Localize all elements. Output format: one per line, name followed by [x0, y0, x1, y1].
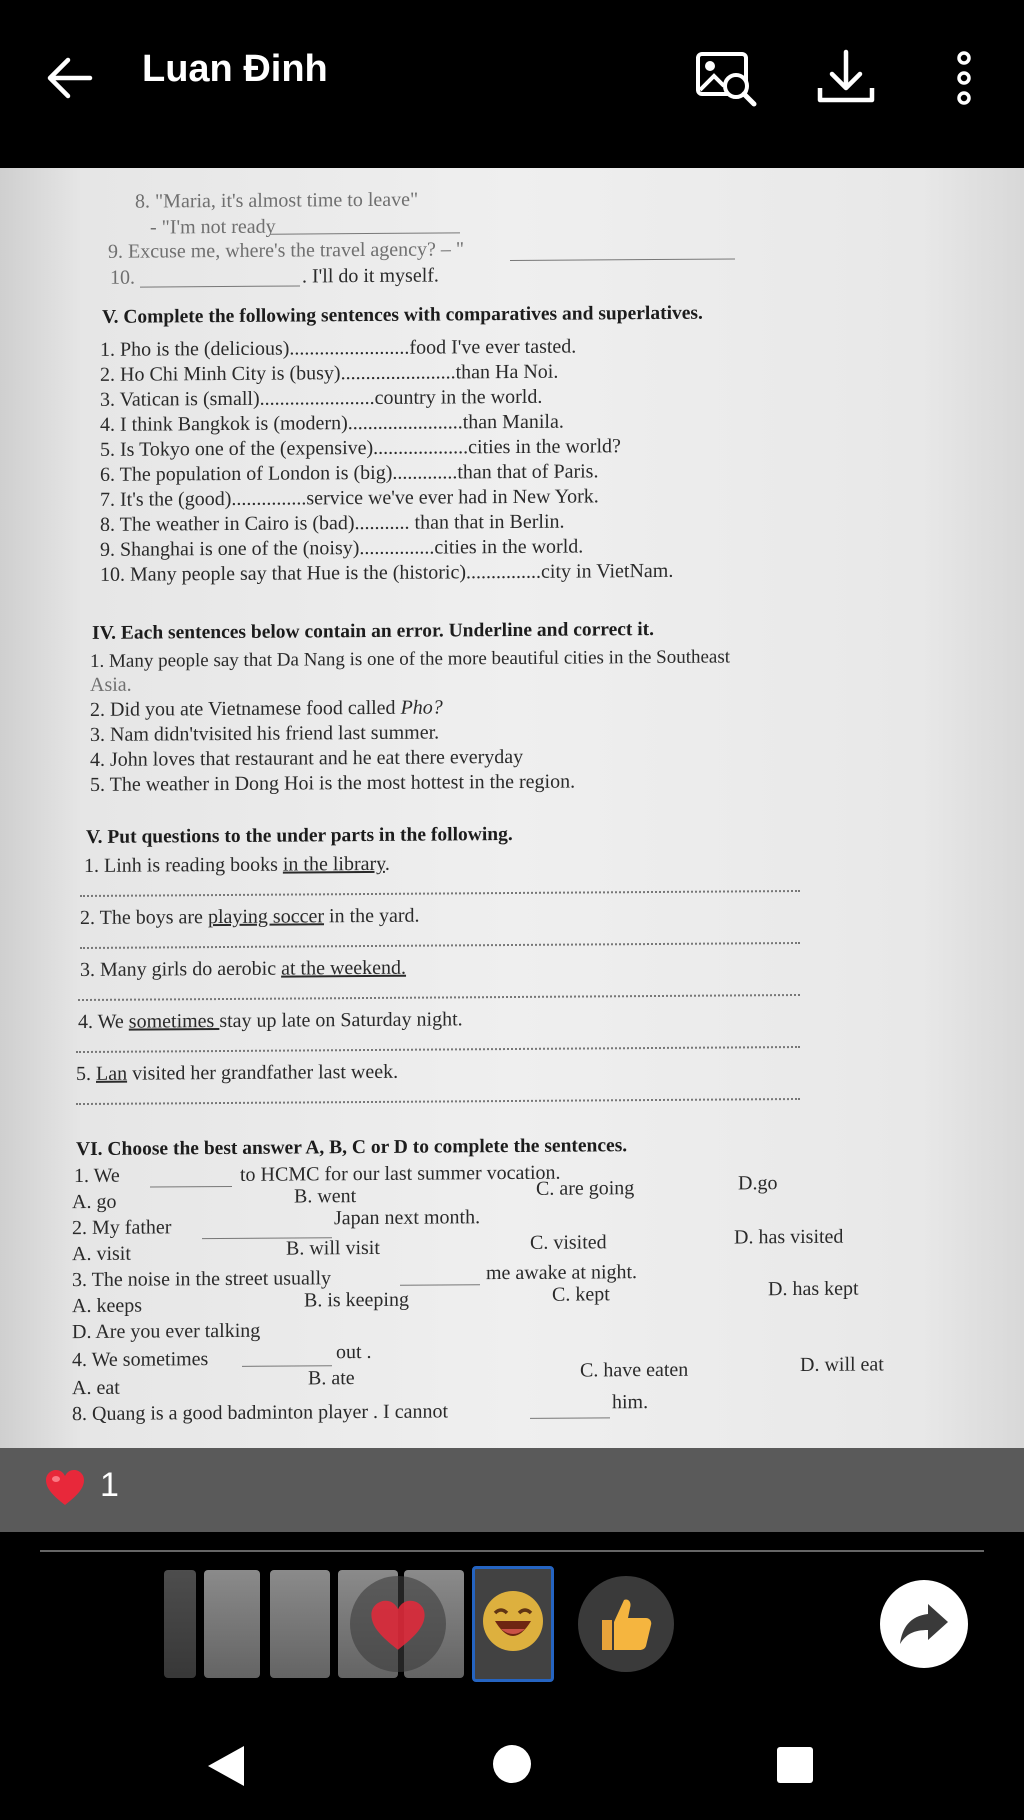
sentence-text: 2. The boys are: [80, 906, 208, 930]
reaction-summary-bar[interactable]: [0, 1448, 1024, 1532]
worksheet-line: me awake at night.: [486, 1261, 638, 1285]
worksheet-line: 1. We: [74, 1164, 120, 1188]
section-heading: V. Complete the following sentences with comparatives and superlatives.: [102, 302, 703, 328]
thumbnail[interactable]: [204, 1570, 260, 1678]
worksheet-line: Asia.: [90, 673, 132, 696]
worksheet-line: 10. Many people say that Hue is the (historic)...............city in VietNam.: [100, 559, 674, 586]
worksheet-line: 9. Shanghai is one of the (noisy)...............cities in the world.: [100, 535, 584, 561]
image-search-icon[interactable]: [694, 46, 758, 110]
worksheet-line: - "I'm not ready: [150, 215, 276, 239]
thumbs-up-icon: [594, 1592, 658, 1656]
worksheet-line: 2. My father: [72, 1216, 172, 1240]
sentence-italic: Pho?: [400, 696, 443, 719]
nav-home-icon[interactable]: [492, 1744, 532, 1784]
answer-option: A. visit: [72, 1242, 131, 1266]
worksheet-line: 8. Quang is a good badminton player . I cannot: [72, 1400, 449, 1426]
sentence-text: 2. Did you ate Vietnamese food called: [90, 696, 396, 721]
worksheet-line: 1. Many people say that Da Nang is one of the more beautiful cities in the Southeast: [90, 646, 731, 672]
sentence-text: in the yard.: [324, 904, 420, 928]
answer-blank: [510, 258, 735, 261]
answer-option: D. has kept: [768, 1277, 859, 1301]
worksheet-line: 7. It's the (good)...............service we've ever had in New York.: [100, 485, 599, 511]
worksheet-line: 9. Excuse me, where's the travel agency? – ": [108, 238, 465, 263]
section-heading: IV. Each sentences below contain an error. Underline and correct it.: [92, 619, 655, 644]
section-heading: V. Put questions to the under parts in the following.: [86, 823, 513, 848]
answer-option: A. eat: [72, 1376, 120, 1400]
worksheet-line: 8. "Maria, it's almost time to leave": [135, 188, 419, 213]
nav-back-icon[interactable]: [206, 1744, 246, 1788]
answer-blank: [150, 1186, 232, 1188]
sentence-text: .: [384, 852, 390, 875]
heart-icon: [368, 1598, 428, 1654]
answer-line: [80, 942, 800, 949]
page-title: Luan Đinh: [142, 48, 328, 90]
worksheet-line: 8. The weather in Cairo is (bad)........... than that in Berlin.: [100, 510, 565, 536]
photo-viewer[interactable]: [0, 168, 1024, 1448]
worksheet-line: Japan next month.: [334, 1206, 481, 1230]
worksheet-line: . I'll do it myself.: [302, 264, 439, 288]
reaction-count: 1: [100, 1466, 119, 1504]
answer-option: D.go: [738, 1172, 778, 1195]
worksheet-line: [90, 696, 443, 721]
heart-icon: [44, 1468, 86, 1508]
worksheet-line: 5. Is Tokyo one of the (expensive)...................cities in the world?: [100, 435, 621, 461]
worksheet-line: [84, 853, 390, 878]
worksheet-line: 2. Ho Chi Minh City is (busy).......................than Ha Noi.: [100, 360, 559, 386]
worksheet-line: 3. Vatican is (small).......................country in the world.: [100, 385, 543, 411]
worksheet-line: to HCMC for our last summer vocation.: [240, 1161, 561, 1186]
worksheet-line: 4. I think Bangkok is (modern).......................than Manila.: [100, 410, 564, 436]
worksheet-line: 6. The population of London is (big).............than that of Paris.: [100, 460, 599, 486]
answer-blank: [270, 232, 460, 234]
sentence-text: visited her grandfather last week.: [127, 1060, 399, 1085]
more-vertical-icon[interactable]: [932, 46, 996, 110]
underlined-part: at the weekend.: [281, 956, 407, 980]
worksheet-line: him.: [612, 1391, 649, 1414]
answer-option: B. ate: [308, 1367, 355, 1390]
media-thumbnail-strip[interactable]: [0, 1570, 1024, 1684]
thumbnail-selected[interactable]: [472, 1566, 554, 1682]
laughing-face-icon: [481, 1589, 545, 1653]
worksheet-line: [78, 1008, 463, 1034]
share-button[interactable]: [880, 1580, 968, 1668]
worksheet-line: 4. John loves that restaurant and he eat there everyday: [90, 745, 524, 771]
underlined-part: Lan: [96, 1062, 128, 1085]
reaction-like-option[interactable]: [578, 1576, 674, 1672]
share-arrow-icon: [898, 1600, 950, 1648]
system-navigation-bar: [0, 1712, 1024, 1820]
section-heading: VI. Choose the best answer A, B, C or D to complete the sentences.: [76, 1135, 628, 1161]
worksheet-line: 5. The weather in Dong Hoi is the most hottest in the region.: [90, 770, 576, 796]
worksheet-line: out .: [336, 1340, 372, 1364]
answer-option: D. has visited: [734, 1225, 844, 1249]
underlined-part: playing soccer: [207, 905, 325, 929]
answer-blank: [530, 1417, 610, 1419]
worksheet-line: 3. Nam didn'tvisited his friend last summer.: [90, 721, 440, 746]
answer-option: B. is keeping: [304, 1288, 409, 1312]
answer-option: D. Are you ever talking: [72, 1319, 261, 1344]
nav-recents-icon[interactable]: [776, 1746, 814, 1784]
answer-option: B. went: [294, 1185, 357, 1208]
answer-line: [78, 994, 800, 1001]
answer-option: C. visited: [530, 1231, 607, 1254]
answer-blank: [400, 1284, 480, 1286]
reaction-heart-option[interactable]: [350, 1576, 446, 1672]
worksheet-line: 3. The noise in the street usually: [72, 1267, 332, 1292]
sentence-text: 4. We: [78, 1010, 129, 1034]
thumbnail[interactable]: [270, 1570, 330, 1678]
arrow-left-icon[interactable]: [42, 50, 98, 106]
answer-blank: [140, 285, 300, 287]
top-app-bar: [0, 0, 1024, 150]
sentence-text: 1. Linh is reading books: [84, 853, 283, 877]
answer-option: C. have eaten: [580, 1358, 689, 1382]
sentence-text: 5.: [76, 1062, 96, 1086]
worksheet-line: [76, 1061, 398, 1086]
answer-line: [76, 1098, 800, 1105]
answer-option: D. will eat: [800, 1353, 884, 1376]
worksheet-line: 1. Pho is the (delicious)........................food I've ever tasted.: [100, 335, 577, 361]
underlined-part: sometimes: [128, 1010, 220, 1033]
answer-option: C. kept: [552, 1283, 610, 1306]
answer-option: A. go: [72, 1190, 117, 1214]
answer-line: [80, 890, 800, 897]
download-icon[interactable]: [814, 46, 878, 110]
answer-option: C. are going: [536, 1177, 635, 1200]
worksheet-line: 4. We sometimes: [72, 1348, 209, 1372]
sentence-text: stay up late on Saturday night.: [219, 1008, 463, 1033]
answer-option: B. will visit: [286, 1236, 380, 1260]
worksheet-line: [80, 905, 420, 930]
sentence-text: 3. Many girls do aerobic: [80, 957, 282, 982]
underlined-part: in the library: [282, 852, 385, 876]
worksheet-line: 10.: [110, 266, 135, 289]
worksheet-photo: [0, 168, 1024, 1448]
answer-line: [76, 1046, 800, 1053]
worksheet-line: [80, 957, 406, 982]
answer-option: A. keeps: [72, 1294, 142, 1318]
divider: [40, 1550, 984, 1552]
thumbnail[interactable]: [164, 1570, 196, 1678]
